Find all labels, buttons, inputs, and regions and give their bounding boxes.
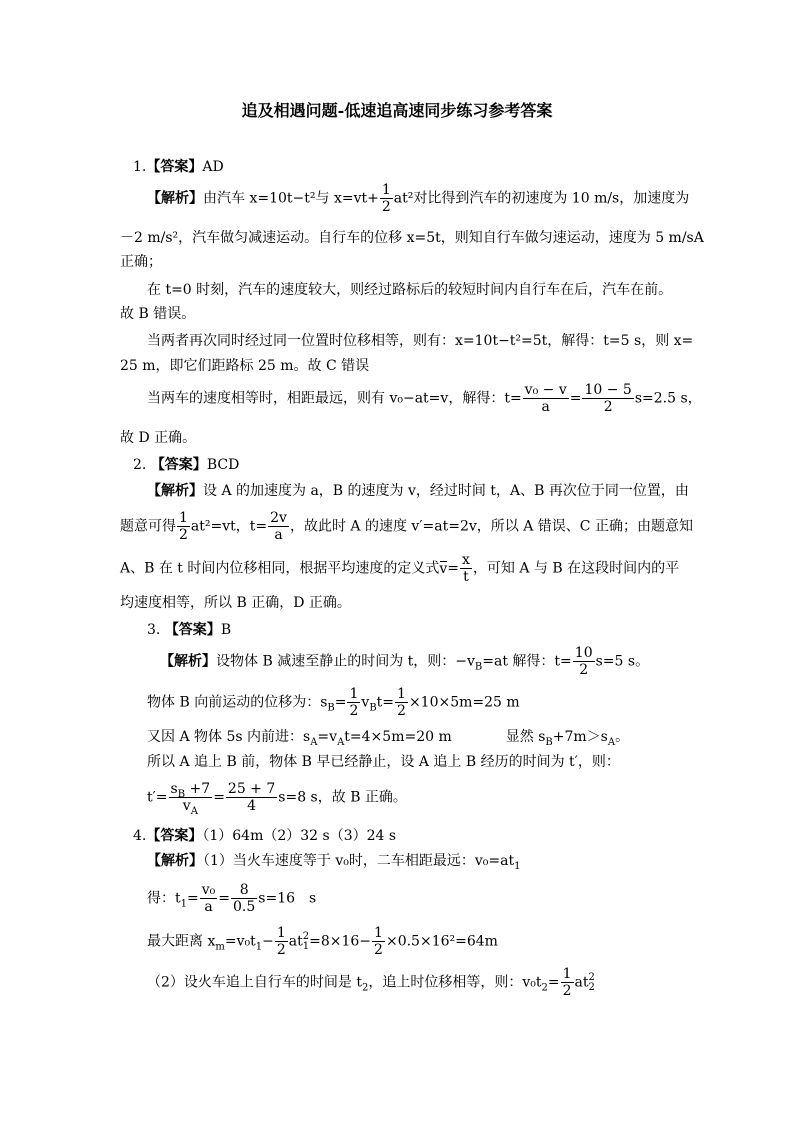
fraction-half: $\frac{1}{2}$: [349, 686, 359, 719]
q3-answer-line: 3. 【答案】B: [147, 622, 232, 638]
q1-analysis-line-9: 故 D 正确。: [120, 430, 197, 446]
q2-analysis-line-1: 【解析】设 A 的加速度为 a，B 的速度为 v，经过时间 t，A、B 再次位于同一位置，由: [147, 483, 689, 499]
q1-analysis-line-7: 25 m，即它们距路标 25 m。故 C 错误: [120, 358, 370, 374]
fraction-half: $\frac{1}{2}$: [562, 966, 572, 999]
fraction-half: $\frac{1}{2}$: [179, 510, 188, 543]
fraction-8-over-0-5: $\frac{8}{0.5}$: [233, 882, 256, 915]
q2-analysis-line-4: 均速度相等，所以 B 正确，D 正确。: [120, 595, 351, 611]
fraction-x-over-t: $\frac{x}{t}$: [462, 552, 470, 585]
sub-sup-stack: 2 1: [302, 930, 310, 952]
fraction-v0-minus-v-over-a: $\frac{\text{v₀ − v}}{a}$: [524, 382, 567, 415]
q1-analysis-line-8: 当两车的速度相等时，相距最远，则有 v₀−at=v，解得：t= $\frac{\text{v₀ − v}}{a}$ = $\frac{10 - 5}{2}$ s=2.5 s，: [147, 382, 702, 415]
fraction-v0-over-a: $\frac{\text{v₀}}{a}$: [201, 882, 216, 915]
sub-sup-stack: 2 2: [588, 971, 595, 993]
fraction-half: $\frac{1}{2}$: [276, 925, 286, 958]
q3-analysis-line-5: t′= $\frac{s_B +7}{v_A}$ = $\frac{25 + 7}{4}$ s=8 s，故 B 正确。: [147, 781, 407, 817]
q1-analysis-line-4: 在 t=0 时刻，汽车的速度较大，则经过路标后的较短时间内自行车在后，汽车在前。: [147, 282, 673, 298]
fraction-half: $\frac{1}{2}$: [381, 182, 391, 215]
q1-analysis-line-6: 当两者再次同时经过同一位置时位移相等，则有：x=10t−t²=5t，解得：t=5 s，则 x=: [147, 333, 694, 349]
q3-analysis-line-4: 所以 A 追上 B 前，物体 B 早已经静止，设 A 追上 B 经历的时间为 t′，则：: [147, 754, 620, 770]
q3-analysis-line-3: 又因 A 物体 5s 内前进：$s_A=v_At=4\times 5m=20$ m 显然 $s_B+7m>s_A$。: [147, 729, 630, 748]
document-title: 追及相遇问题-低速追高速同步练习参考答案: [241, 101, 553, 120]
fraction-10-over-2: $\frac{10}{2}$: [574, 645, 593, 678]
q4-analysis-line-1: 【解析】（1）当火车速度等于 v₀时，二车相距最远：$v_0=at_1$: [147, 853, 521, 872]
fraction-25plus7-over-4: $\frac{25 + 7}{4}$: [227, 781, 276, 814]
q4-answer-line: 4.【答案】（1）64m（2）32 s（3）24 s: [133, 828, 397, 844]
q1-analysis-line-2: －2 m/s²，汽车做匀减速运动。自行车的位移 x=5t，则知自行车做匀速运动，速度为 5 m/sA: [120, 230, 704, 246]
fraction-10-minus-5-over-2: $\frac{10 - 5}{2}$: [584, 382, 632, 415]
q1-answer-line: 1.【答案】AD: [133, 159, 224, 175]
q4-analysis-line-3: 最大距离 $x_m=v_0t_1-$ $\frac{1}{2}$ at 2 1 =8×16− $\frac{1}{2}$ ×0.5×16²=64m: [147, 925, 498, 958]
q3-analysis-line-2: 物体 B 向前运动的位移为：$s_B=$ $\frac{1}{2}$ $v_Bt=$ $\frac{1}{2}$ ×10×5m=25 m: [147, 686, 520, 719]
q1-analysis-line-3: 正确；: [120, 254, 162, 270]
fraction-half: $\frac{1}{2}$: [397, 686, 406, 719]
q2-analysis-line-2: 题意可得 $\frac{1}{2}$ at²=vt，t= $\frac{2v}{a}$ ，故此时 A 的速度 v′=at=2v，所以 A 错误、C 正确；由题意知: [120, 510, 693, 543]
q1-analysis-line-5: 故 B 错误。: [120, 306, 196, 322]
fraction-half: $\frac{1}{2}$: [374, 925, 383, 958]
q4-analysis-line-2: 得：$t_1=$ $\frac{\text{v₀}}{a}$ = $\frac{8}{0.5}$ s=16 s: [147, 882, 317, 915]
q2-analysis-line-3: A、B 在 t 时间内位移相同，根据平均速度的定义式v= $\frac{x}{t}$ ，可知 A 与 B 在这段时间内的平: [120, 552, 680, 585]
q4-analysis-line-4: （2）设火车追上自行车的时间是 $t_2$，追上时位移相等，则：$v_0t_2=$ $\frac{1}{2}$ at 2 2: [147, 966, 595, 999]
q3-analysis-line-1: 【解析】设物体 B 减速至静止的时间为 t，则：$-v_B=at$ 解得：t= $\frac{10}{2}$ s=5 s。: [160, 645, 650, 678]
fraction-sb7-over-va: $\frac{s_B +7}{v_A}$: [170, 781, 211, 817]
q1-analysis-line-1: 【解析】由汽车 x=10t−t²与 x=vt+ $\frac{1}{2}$ at²对比得到汽车的初速度为 10 m/s，加速度为: [147, 182, 690, 215]
fraction-2v-over-a: $\frac{2v}{a}$: [270, 510, 287, 543]
q2-answer-line: 2. 【答案】BCD: [133, 457, 240, 473]
